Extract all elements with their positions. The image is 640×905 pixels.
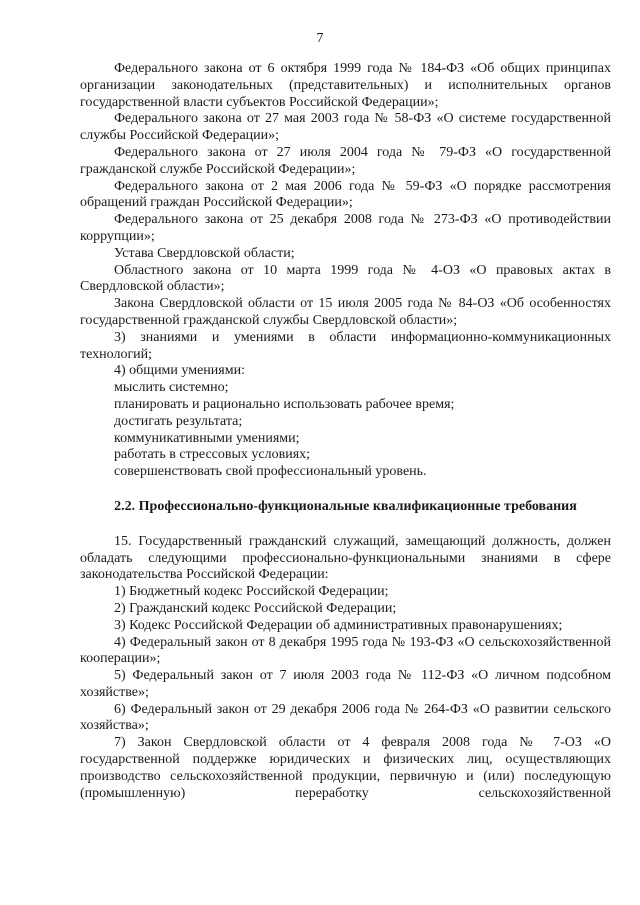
paragraph-charter: Устава Свердловской области; xyxy=(114,245,295,261)
skill-item: работать в стрессовых условиях; xyxy=(114,447,311,463)
skill-item: планировать и рационально использовать рабочее время; xyxy=(114,396,455,412)
skill-item: мыслить системно; xyxy=(114,380,229,396)
paragraph-law-84oz: Закона Свердловской области от 15 июля 2005 года № 84-ОЗ «Об особенностях государственной гражданской службы Свердловской области»; xyxy=(80,296,611,328)
paragraph-law-264fz: 6) Федеральный закон от 29 декабря 2006 года № 264-ФЗ «О развитии сельского хозяйства»; xyxy=(80,701,611,734)
paragraph-law-58fz: Федерального закона от 27 мая 2003 года № 58-ФЗ «О системе государственной службы Российской Федерации»; xyxy=(80,111,611,144)
paragraph-item-15: 15. Государственный гражданский служащий, замещающий должность, должен обладать следующими профессионально-функциональными знаниями в сфере законодательства Российской Федерации: xyxy=(80,533,611,583)
paragraph-law-7oz: 7) Закон Свердловской области от 4 февраля 2008 года № 7-ОЗ «О государственной поддержке юридических и физических лиц, осуществляющих производство сельскохозяйственной продукции, первичную и (или) последующую (промышленную) переработку сельскохозяйственной xyxy=(80,735,611,801)
paragraph-law-273fz: Федерального закона от 25 декабря 2008 года № 273-ФЗ «О противодействии коррупции»; xyxy=(80,212,611,244)
paragraph-law-184fz: Федерального закона от 6 октября 1999 года № 184-ФЗ «Об общих принципах организации законодательных (представительных) и исполнительных органов государственной власти субъектов Российской Федерации»; xyxy=(80,61,611,110)
paragraph-law-193fz: 4) Федеральный закон от 8 декабря 1995 года № 193-ФЗ «О сельскохозяйственной кооперации»; xyxy=(80,634,611,667)
paragraph-law-112fz: 5) Федеральный закон от 7 июля 2003 года № 112-ФЗ «О личном подсобном хозяйстве»; xyxy=(80,668,611,700)
paragraph-budget-code: 1) Бюджетный кодекс Российской Федерации; xyxy=(114,584,389,600)
paragraph-law-79fz: Федерального закона от 27 июля 2004 года № 79-ФЗ «О государственной гражданской службе Российской Федерации»; xyxy=(80,144,611,177)
page-number: 7 xyxy=(316,31,324,46)
skill-item: совершенствовать свой профессиональный уровень. xyxy=(114,464,427,480)
paragraph-law-59fz: Федерального закона от 2 мая 2006 года № 59-ФЗ «О порядке рассмотрения обращений граждан Российской Федерации»; xyxy=(80,178,611,211)
section-heading: 2.2. Профессионально-функциональные квалификационные требования xyxy=(114,498,577,514)
paragraph-admin-code: 3) Кодекс Российской Федерации об административных правонарушениях; xyxy=(114,617,563,633)
skill-item: достигать результата; xyxy=(114,413,243,429)
document-body xyxy=(80,61,611,802)
paragraph-ict-skills: 3) знаниями и умениями в области информационно-коммуникационных технологий; xyxy=(80,329,611,362)
skill-item: коммуникативными умениями; xyxy=(114,430,300,446)
paragraph-civil-code: 2) Гражданский кодекс Российской Федерации; xyxy=(114,600,397,616)
general-skills-intro: 4) общими умениями: xyxy=(114,363,245,379)
paragraph-law-4oz: Областного закона от 10 марта 1999 года № 4-ОЗ «О правовых актах в Свердловской области»; xyxy=(80,262,611,295)
